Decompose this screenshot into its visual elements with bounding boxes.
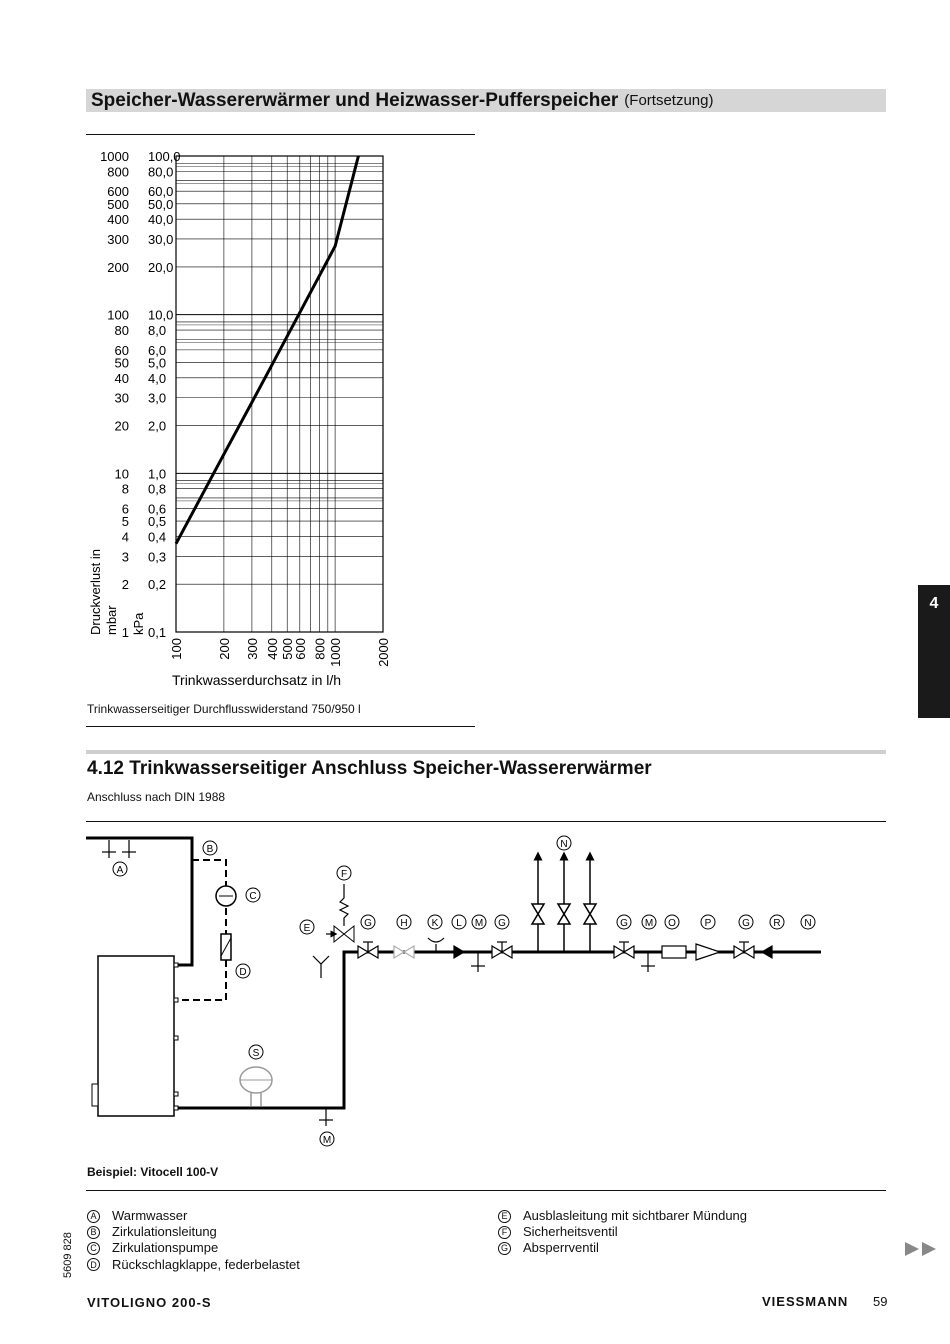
chart-caption: Trinkwasserseitiger Durchflusswiderstand 750/950 l	[87, 702, 361, 716]
expansion-vessel	[240, 1067, 272, 1106]
section-subtitle: Anschluss nach DIN 1988	[87, 790, 226, 804]
legend-letter: G	[498, 1242, 511, 1255]
diagram-label-a: A	[116, 865, 124, 876]
x-tick-label: 500	[280, 638, 296, 660]
footer-brand-logo: VIESSMANN	[762, 1294, 849, 1309]
legend-item	[498, 1224, 747, 1240]
diagram-label-d: D	[239, 967, 247, 978]
y-tick-label-kpa: 0,2	[148, 577, 167, 593]
diagram-label-n: N	[804, 918, 812, 929]
check-valve	[221, 934, 231, 960]
document-number: 5609 828	[62, 1232, 74, 1278]
diagram-label-g: G	[364, 918, 372, 929]
y-tick-label-kpa: 0,3	[148, 549, 167, 565]
y-tick-label-mbar: 60	[114, 342, 129, 358]
y-tick-label-mbar: 1000	[100, 149, 129, 164]
x-tick-label: 2000	[376, 638, 391, 667]
y-tick-label-mbar: 80	[114, 323, 129, 339]
diagram-label-b: B	[206, 844, 214, 855]
safety-valve	[326, 884, 354, 942]
y-tick-label-mbar: 8	[121, 481, 129, 497]
blow-off-funnel	[313, 956, 329, 978]
y-tick-label-mbar: 2	[121, 577, 129, 593]
y-tick-label-kpa: 0,1	[148, 625, 167, 640]
legend-item	[87, 1257, 300, 1273]
legend-right	[498, 1208, 747, 1257]
y-tick-label-kpa: 30,0	[148, 231, 174, 247]
y-tick-label-mbar: 5	[121, 514, 129, 530]
diagram-label-c: C	[249, 891, 257, 902]
y-tick-label-kpa: 10,0	[148, 307, 174, 323]
y-tick-label-kpa: 3,0	[148, 390, 167, 406]
section-header	[86, 89, 886, 112]
x-tick-label: 300	[244, 638, 260, 660]
riser-pipes	[532, 856, 596, 952]
circulation-line	[178, 860, 226, 1000]
page-number: 59	[873, 1294, 888, 1309]
diagram-label-m: M	[644, 918, 654, 929]
chart-grid	[176, 156, 383, 632]
legend-text: Rückschlagklappe, federbelastet	[112, 1256, 300, 1272]
y-tick-label-mbar: 6	[121, 501, 129, 517]
y-tick-label-mbar: 400	[107, 212, 129, 228]
y-tick-label-mbar: 100	[107, 307, 129, 323]
legend-item	[498, 1208, 747, 1224]
chart-bottom-rule	[86, 726, 475, 727]
cold-water-pipe	[178, 952, 821, 1108]
diagram-label-n: N	[560, 839, 568, 850]
y-tick-label-kpa: 80,0	[148, 164, 174, 180]
y-tick-label-kpa: 8,0	[148, 323, 167, 339]
legend-letter: C	[87, 1242, 100, 1255]
y-tick-label-kpa: 60,0	[148, 184, 174, 200]
example-caption: Beispiel: Vitocell 100-V	[87, 1165, 219, 1179]
diagram-label-g: G	[620, 918, 628, 929]
diagram-label-k: K	[431, 918, 439, 929]
y-tick-label-kpa: 100,0	[148, 149, 181, 164]
legend-letter: B	[87, 1226, 100, 1239]
pressure-loss-chart	[86, 140, 475, 696]
y-tick-label-mbar: 3	[121, 549, 129, 565]
y-tick-label-mbar: 500	[107, 196, 129, 212]
legend-item	[87, 1208, 300, 1224]
y-tick-label-kpa: 2,0	[148, 418, 167, 434]
x-tick-label: 800	[312, 638, 328, 660]
drain-valve	[319, 1108, 333, 1126]
diagram-label-f: F	[340, 869, 348, 880]
y-tick-label-mbar: 4	[121, 529, 129, 545]
hot-water-pipe	[86, 838, 192, 965]
legend-item	[498, 1240, 747, 1256]
x-tick-label: 600	[292, 638, 308, 660]
legend-top-rule	[86, 1190, 886, 1191]
legend-text: Ausblasleitung mit sichtbarer Mündung	[523, 1208, 748, 1223]
y-tick-label-kpa: 6,0	[148, 342, 167, 358]
y-tick-label-kpa: 5,0	[148, 355, 167, 371]
header-title: Speicher-Wassererwärmer und Heizwasser-Pufferspeicher	[91, 89, 619, 111]
y-tick-label-kpa: 4,0	[148, 370, 167, 386]
plot-frame	[176, 156, 383, 632]
next-page-icon[interactable]	[905, 1240, 939, 1258]
circulation-pump	[216, 886, 236, 906]
y-tick-label-kpa: 0,4	[148, 529, 167, 545]
y-tick-label-mbar: 300	[107, 231, 129, 247]
diagram-labels	[113, 836, 815, 1146]
y-tick-label-mbar: 20	[114, 418, 129, 434]
y-axis-mbar-labels	[100, 149, 129, 640]
legend-letter: F	[498, 1226, 511, 1239]
diagram-top-rule	[86, 821, 886, 822]
x-axis-title: Trinkwasserdurchsatz in l/h	[172, 672, 342, 688]
diagram-label-p: P	[704, 918, 712, 929]
chapter-tab[interactable]: 4	[918, 585, 950, 718]
y-tick-label-mbar: 600	[107, 184, 129, 200]
y-tick-label-mbar: 10	[114, 466, 129, 482]
y-tick-label-mbar: 800	[107, 164, 129, 180]
diagram-label-h: H	[400, 918, 408, 929]
y-tick-label-kpa: 50,0	[148, 196, 174, 212]
diagram-label-o: O	[668, 918, 676, 929]
legend-text: Warmwasser	[112, 1208, 188, 1223]
legend-text: Zirkulationsleitung	[112, 1224, 217, 1240]
y-axis-unit-mbar: mbar	[104, 605, 119, 635]
diagram-label-m: M	[322, 1135, 332, 1146]
y-tick-label-kpa: 0,5	[148, 514, 167, 530]
legend-letter: A	[87, 1210, 100, 1223]
x-tick-label: 200	[216, 638, 232, 660]
y-tick-label-mbar: 30	[114, 390, 129, 406]
y-tick-label-kpa: 1,0	[148, 466, 167, 482]
x-axis-labels	[169, 638, 391, 667]
section-divider	[86, 750, 886, 754]
legend-text: Zirkulationspumpe	[112, 1240, 219, 1256]
diagram-label-g: G	[498, 918, 506, 929]
y-tick-label-kpa: 20,0	[148, 259, 174, 275]
hot-water-taps	[102, 840, 136, 858]
legend-text: Sicherheitsventil	[523, 1224, 618, 1240]
legend-left	[87, 1208, 300, 1273]
y-tick-label-mbar: 40	[114, 370, 129, 386]
diagram-label-m: M	[474, 918, 484, 929]
diagram-label-s: S	[252, 1048, 260, 1059]
legend-letter: E	[498, 1210, 511, 1223]
x-tick-label: 100	[169, 638, 184, 660]
legend-item	[87, 1224, 300, 1240]
diagram-label-e: E	[303, 923, 311, 934]
diagram-label-l: L	[456, 918, 462, 929]
valves-inline	[358, 938, 772, 972]
connection-diagram	[86, 826, 826, 1156]
x-tick-label: 400	[264, 638, 280, 660]
legend-item	[87, 1240, 300, 1256]
footer-product: VITOLIGNO 200-S	[87, 1295, 212, 1310]
legend-letter: D	[87, 1258, 100, 1271]
header-subtitle: (Fortsetzung)	[624, 92, 714, 109]
y-tick-label-kpa: 0,8	[148, 481, 167, 497]
section-title: 4.12 Trinkwasserseitiger Anschluss Speicher-Wassererwärmer	[87, 758, 652, 779]
y-tick-label-kpa: 0,6	[148, 501, 167, 517]
y-tick-label-mbar: 200	[107, 259, 129, 275]
y-tick-label-mbar: 1	[121, 625, 129, 640]
x-tick-label: 1000	[328, 638, 344, 667]
diagram-label-g: G	[742, 918, 750, 929]
legend-text: Absperrventil	[523, 1240, 599, 1256]
y-tick-label-mbar: 50	[114, 355, 129, 371]
storage-tank	[92, 956, 178, 1116]
y-axis-unit-kpa: kPa	[131, 612, 146, 635]
chart-top-rule	[86, 134, 475, 135]
y-tick-label-kpa: 40,0	[148, 212, 174, 228]
diagram-label-r: R	[773, 918, 781, 929]
y-axis-title: Druckverlust in	[88, 549, 103, 635]
